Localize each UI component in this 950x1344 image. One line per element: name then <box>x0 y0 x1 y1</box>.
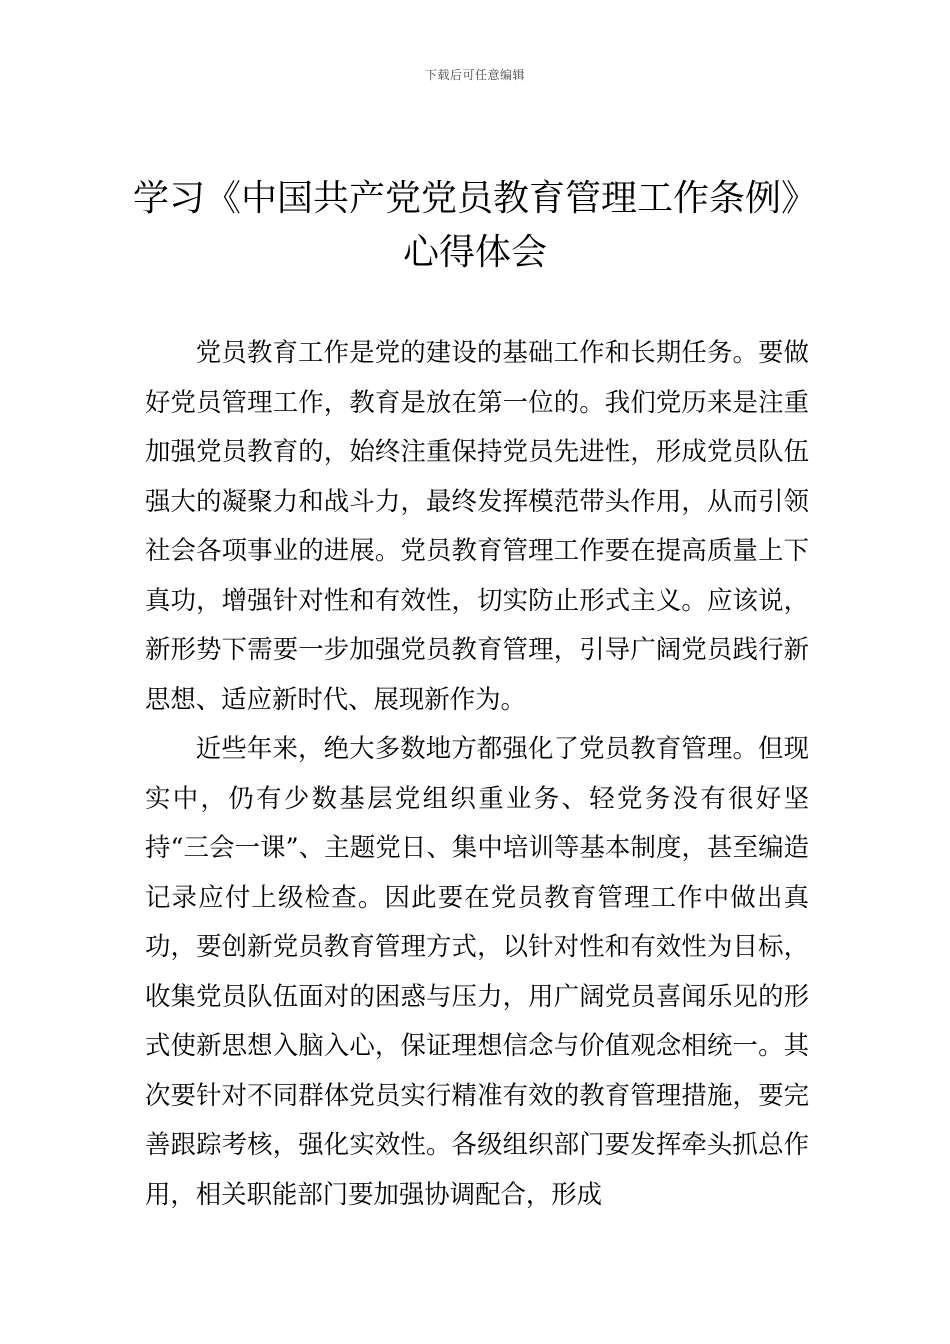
paragraph-2: 近些年来，绝大多数地方都强化了党员教育管理。但现实中，仍有少数基层党组织重业务、轻党务没有很好坚持“三会一课”、主题党日、集中培训等基本制度，甚至编造记录应付上级检查。因此要在党员教育管理工作中做出真功，要创新党员教育管理方式，以针对性和有效性为目标，收集党员队伍面对的困惑与压力，用广阔党员喜闻乐见的形式使新思想入脑入心，保证理想信念与价值观念相统一。其次要针对不同群体党员实行精准有效的教育管理措施，要完善跟踪考核，强化实效性。各级组织部门要发挥牵头抓总作用，相关职能部门要加强协调配合，形成 <box>145 733 809 1209</box>
document-body <box>145 328 809 1219</box>
paragraph-1: 党员教育工作是党的建设的基础工作和长期任务。要做好党员管理工作，教育是放在第一位的。我们党历来是注重加强党员教育的，始终注重保持党员先进性，形成党员队伍强大的凝聚力和战斗力，最终发挥模范带头作用，从而引领社会各项事业的进展。党员教育管理工作要在提高质量上下真功，增强针对性和有效性，切实防止形式主义。应该说，新形势下需要一步加强党员教育管理，引导广阔党员践行新思想、适应新时代、展现新作为。 <box>145 337 809 714</box>
document-title: 学习《中国共产党党员教育管理工作条例》心得体会 <box>132 178 817 273</box>
header-note: 下载后可任意编辑 <box>424 68 525 82</box>
